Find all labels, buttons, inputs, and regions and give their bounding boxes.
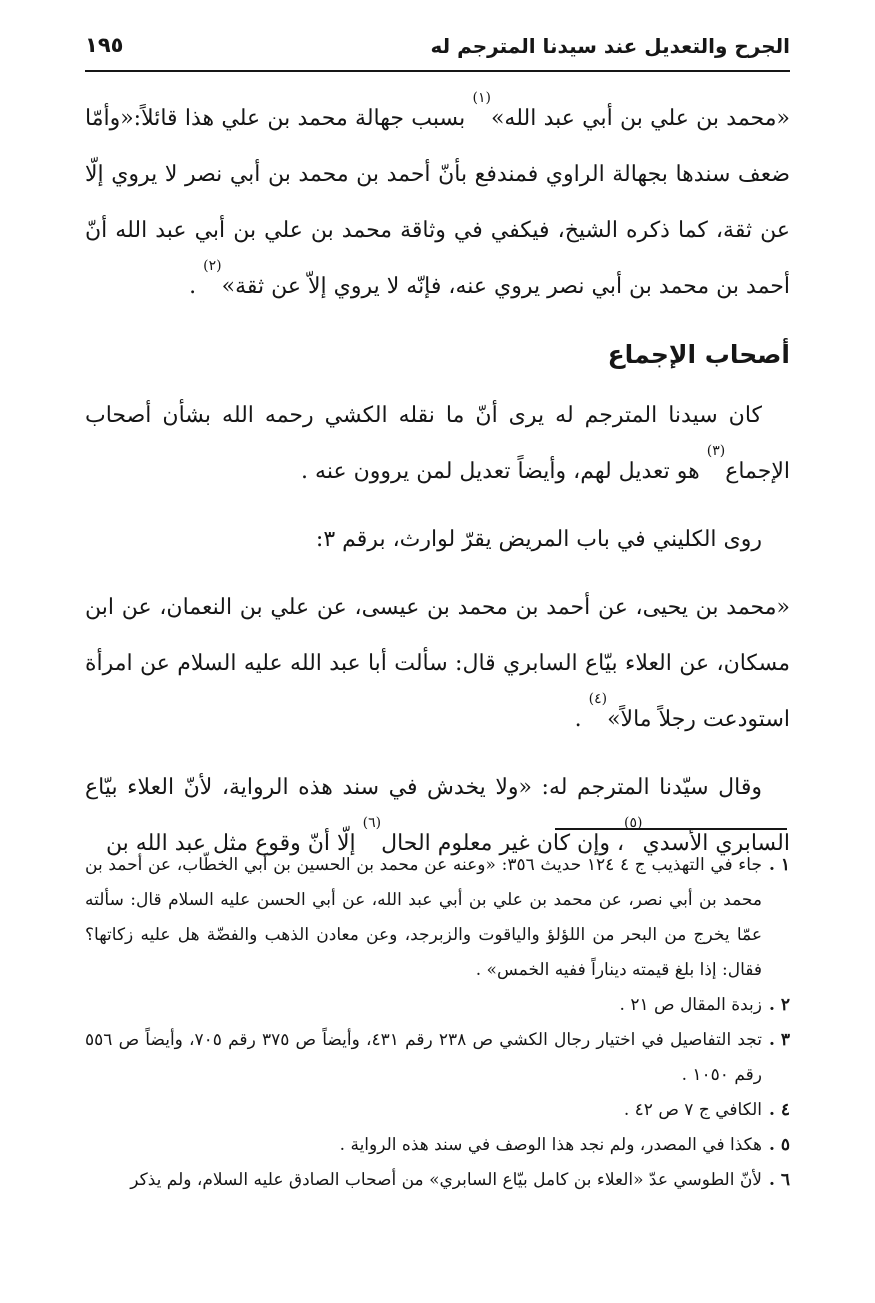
footnote-number: ٣ . [769,1030,790,1050]
footnote-divider [555,828,787,830]
body-paragraph-1 [85,91,790,315]
footnote-number: ٤ . [769,1100,790,1120]
footnote-text: هكذا في المصدر، ولم نجد هذا الوصف في سند هذه الرواية . [339,1135,762,1155]
paragraph-text: «محمد بن علي بن أبي عبد الله» [490,106,790,131]
page-header [85,24,790,72]
footnote-ref-1[interactable]: (١) [472,90,491,106]
paragraph-text: هو تعديل لهم، وأيضاً تعديل لمن يروون عنه . [301,459,707,484]
paragraph-text: وقال سيّدنا المترجم له: «ولا يخدش في سند هذه الرواية، لأنّ العلاء بيّاع السابري الأسدي [85,775,790,856]
running-title: الجرح والتعديل عند سيدنا المترجم له [430,34,790,58]
footnote-number: ٦ . [769,1170,790,1190]
footnote-item [85,1023,790,1093]
footnote-item [85,1128,790,1163]
footnote-ref-5[interactable]: (٥) [624,815,643,831]
paragraph-text: كان سيدنا المترجم له يرى أنّ ما نقله الكشي رحمه الله بشأن أصحاب الإجماع [85,403,790,484]
section-paragraph-1 [85,388,790,500]
footnote-text: تجد التفاصيل في اختيار رجال الكشي ص ٢٣٨ رقم ٤٣١، وأيضاً ص ٣٧٥ رقم ٧٠٥، وأيضاً ص ٥٥٦ رقم ١٠٥٠ . [85,1030,762,1085]
footnote-ref-4[interactable]: (٤) [588,691,608,707]
paragraph-text: «محمد بن يحيى، عن أحمد بن محمد بن عيسى، عن علي بن النعمان، عن ابن مسكان، عن العلاء بيّاع السابري قال: سألت أبا عبد الله عليه السلام عن امرأة استودعت رجلاً مالاً» [85,595,790,732]
page-number: ١٩٥ [85,33,124,57]
paragraph-text: . [189,274,204,299]
footnotes [85,848,790,1198]
footnote-ref-2[interactable]: (٢) [203,258,222,274]
paragraph-text: . [574,707,589,732]
footnote-ref-6[interactable]: (٦) [362,815,382,831]
paragraph-text: إلّا أنّ وقوع مثل عبد الله بن [105,831,363,856]
paragraph-text: بسبب جهالة محمد بن علي هذا قائلاً:«وأمّا ضعف سندها بجهالة الراوي فمندفع بأنّ أحمد بن محمد بن أبي نصر لا يروي إلّا عن ثقة، كما ذكره الشيخ، فيكفي في وثاقة محمد بن علي بن أبي عبد الله أنّ أحمد بن محمد بن أبي نصر يروي عنه، فإنّه لا يروي إلاّ عن ثقة» [85,106,791,299]
footnote-number: ٢ . [769,995,790,1015]
footnote-item [85,848,790,988]
section-body [85,388,790,884]
footnote-number: ٥ . [769,1135,790,1155]
footnote-text: زبدة المقال ص ٢١ . [619,995,762,1015]
footnote-text: جاء في التهذيب ج ٤ ١٢٤ حديث ٣٥٦: «وعنه عن محمد بن الحسين بن أبي الخطّاب، عن أحمد بن محمد بن أبي نصر، عن محمد بن علي بن أبي عبد الله، عن أبي الحسن عليه السلام قال: سألته عمّا يخرج من البحر من اللؤلؤ والياقوت والزبرجد، وعن معادن الذهب والفضّة هل عليه زكاتها؟ فقال: إذا بلغ قيمته ديناراً ففيه الخمس» . [85,855,762,980]
section-paragraph-2: روى الكليني في باب المريض يقرّ لوارث، برقم ٣: [315,527,762,552]
section-heading: أصحاب الإجماع [607,340,790,369]
footnote-number: ١ . [769,855,790,875]
paragraph-text: ، وإن كان غير معلوم الحال [381,831,625,856]
footnote-item [85,1093,790,1128]
footnote-ref-3[interactable]: (٣) [706,443,726,459]
quotation-paragraph [85,580,790,748]
footnote-text: الكافي ج ٧ ص ٤٢ . [623,1100,762,1120]
footnote-item [85,988,790,1023]
footnote-text: لأنّ الطوسي عدّ «العلاء بن كامل بيّاع السابري» من أصحاب الصادق عليه السلام، ولم يذكر [130,1170,762,1190]
footnote-item [85,1163,790,1198]
